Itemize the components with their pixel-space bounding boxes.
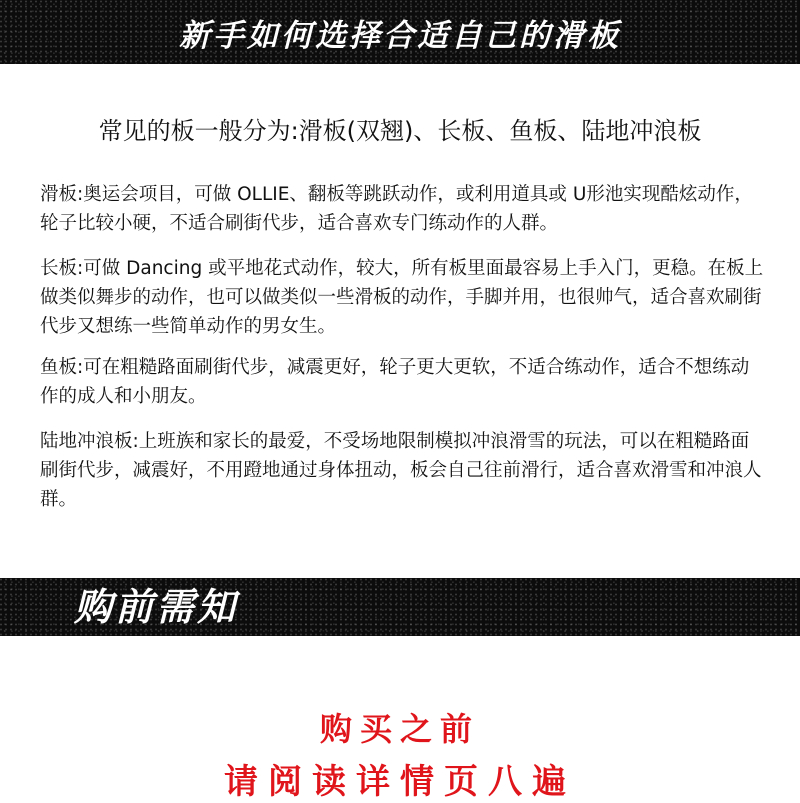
notice-line-1: 购买之前 <box>319 710 480 748</box>
page-title: 新手如何选择合适自己的滑板 <box>179 17 621 54</box>
paragraph-skateboard: 滑板:奥运会项目，可做 OLLIE、翻板等跳跃动作，或利用道具或 U形池实现酷炫动作，轮子比较小硬，不适合刷街代步，适合喜欢专门练动作的人群。 <box>40 184 753 234</box>
paragraph-fishboard: 鱼板:可在粗糙路面刷街代步，减震更好，轮子更大更软，不适合练动作，适合不想练动作的成人和小朋友。 <box>40 357 750 407</box>
paragraph-surfskate: 陆地冲浪板:上班族和家长的最爱，不受场地限制模拟冲浪滑雪的玩法，可以在粗糙路面刷街代步，减震好，不用蹬地通过身体扭动，板会自己往前滑行，适合喜欢滑雪和冲浪人群。 <box>40 431 762 510</box>
top-banner <box>0 0 800 64</box>
section-banner <box>0 578 800 636</box>
intro-heading: 常见的板一般分为:滑板(双翘)、长板、鱼板、陆地冲浪板 <box>98 117 702 145</box>
section-title: 购前需知 <box>74 585 239 629</box>
paragraph-longboard: 长板:可做 Dancing 或平地花式动作，较大，所有板里面最容易上手入门，更稳。在板上做类似舞步的动作，也可以做类似一些滑板的动作，手脚并用，也很帅气，适合喜欢刷街代步又想练一些简单动作的男女生。 <box>40 258 764 337</box>
notice-line-2: 请阅读详情页八遍 <box>224 762 576 802</box>
